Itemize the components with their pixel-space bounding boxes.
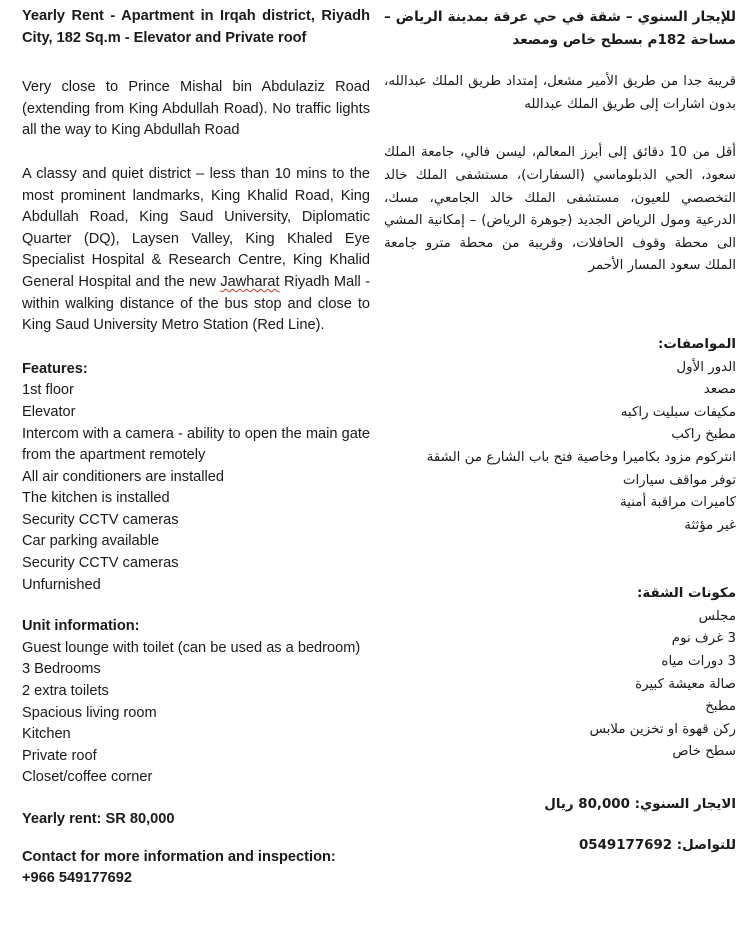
list-item: مطبخ راكب — [671, 427, 736, 443]
spellcheck-flagged-word: Jawharat — [220, 273, 280, 290]
arabic-yearly-rent: الايجار السنوي: 80,000 ريال — [544, 797, 736, 813]
list-item: الدور الأول — [676, 359, 736, 375]
list-item: سطح خاص — [672, 744, 736, 760]
english-location-paragraph: Very close to Prince Mishal bin Abdulaziz Road (extending from King Abdullah Road). No traffic lights all the way to King Abdullah Road — [22, 79, 370, 139]
list-item: مطبخ — [705, 699, 736, 715]
english-features-heading: Features: — [22, 360, 88, 377]
list-item: All air conditioners are installed — [22, 468, 224, 485]
english-contact-phone: +966 549177692 — [22, 870, 132, 887]
list-item: Car parking available — [22, 533, 160, 550]
list-item: 2 extra toilets — [22, 683, 109, 700]
arabic-features-list — [384, 357, 736, 538]
list-item: Kitchen — [22, 726, 71, 743]
english-features-section — [22, 359, 370, 597]
arabic-location-paragraph: قريبة جدا من طريق الأمير مشعل، إمتداد طريق الملك عبدالله، بدون اشارات إلى طريق الملك عبدالله — [384, 74, 736, 112]
arabic-column — [384, 6, 736, 857]
english-district-paragraph — [22, 164, 370, 337]
english-contact-label: Contact for more information and inspection: — [22, 848, 336, 865]
arabic-unit-list — [384, 606, 736, 764]
arabic-unit-section — [384, 583, 736, 764]
list-item: Unfurnished — [22, 576, 101, 593]
arabic-unit-heading: مكونات الشقة: — [636, 586, 736, 602]
list-item: Private roof — [22, 747, 97, 764]
list-item: Spacious living room — [22, 704, 157, 721]
list-item: Intercom with a camera - ability to open the main gate from the apartment remotely — [22, 425, 370, 464]
list-item: انتركوم مزود بكاميرا وخاصية فتح باب الشارع من الشقة — [426, 449, 736, 465]
english-district-text-end: Riyadh Mall - within walking distance of the bus stop and close to King Saud University Metro Station (Red Line). — [22, 273, 370, 334]
list-item: 3 غرف نوم — [671, 631, 736, 647]
list-item: 3 دورات مياه — [661, 654, 736, 670]
english-district-text-start: A classy and quiet district – less than 10 mins to the most prominent landmarks, King Khalid Road, King Abdullah Road, King Saud University, Diplomatic Quarter (DQ), Laysen Valley, King Khaled Eye Specialist Hospital & Research Centre, King Khalid General Hospital and the new — [22, 165, 370, 290]
english-unit-list — [22, 638, 370, 789]
list-item: Elevator — [22, 403, 76, 420]
list-item: Guest lounge with toilet (can be used as a bedroom) — [22, 639, 361, 656]
english-features-list — [22, 380, 370, 596]
english-yearly-rent: Yearly rent: SR 80,000 — [22, 811, 175, 827]
arabic-district-paragraph: أقل من 10 دقائق إلى أبرز المعالم، ليسن فالي، جامعة الملك سعود، الحي الدبلوماسي (السفارات)، مستشفى الملك خالد التخصصي للعيون، مستشفى الملك خالد الجامعي، مسك، الدرعية ومول الرياض الجديد (جوهرة الرياض) – إمكانية المشي الى محطة وقوف الحافلات، وقريبة من محطة مترو جامعة الملك سعود المسار الأحمر — [384, 145, 736, 274]
list-item: مصعد — [703, 382, 736, 398]
english-column — [22, 6, 370, 890]
english-title: Yearly Rent - Apartment in Irqah district, Riyadh City, 182 Sq.m - Elevator and Private roof — [22, 8, 370, 46]
list-item: ركن قهوة او تخزين ملابس — [589, 721, 736, 737]
list-item: مجلس — [698, 608, 736, 624]
list-item: توفر مواقف سيارات — [622, 472, 736, 488]
list-item: Security CCTV cameras — [22, 555, 179, 572]
list-item: كاميرات مراقبة أمنية — [620, 495, 736, 511]
arabic-contact: للتواصل: 0549177692 — [578, 837, 736, 853]
list-item: مكيفات سبليت راكبه — [620, 404, 736, 420]
list-item: The kitchen is installed — [22, 490, 170, 507]
list-item: 1st floor — [22, 382, 74, 399]
list-item: صالة معيشة كبيرة — [635, 676, 736, 692]
list-item: Security CCTV cameras — [22, 511, 179, 528]
list-item: غير مؤثثة — [684, 517, 736, 533]
english-unit-heading: Unit information: — [22, 618, 140, 635]
english-unit-section — [22, 616, 370, 789]
list-item: Closet/coffee corner — [22, 769, 153, 786]
arabic-features-section — [384, 334, 736, 537]
arabic-features-heading: المواصفات: — [658, 336, 736, 352]
list-item: 3 Bedrooms — [22, 661, 101, 678]
arabic-title: للإيجار السنوي – شقة في حي عرقة بمدينة الرياض – مساحة 182م بسطح خاص ومصعد — [384, 9, 736, 48]
